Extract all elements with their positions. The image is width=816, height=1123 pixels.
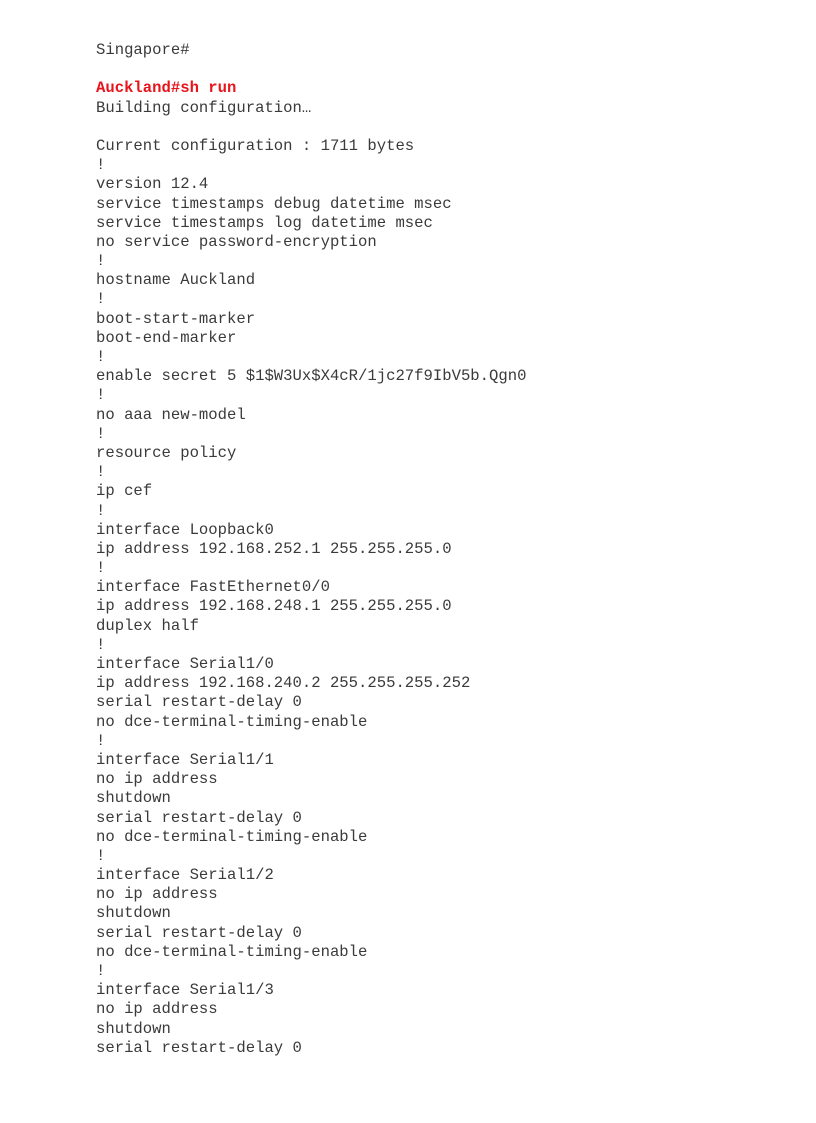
config-line: !: [96, 962, 106, 980]
config-line: no aaa new-model: [96, 405, 246, 424]
config-line: !: [96, 348, 106, 366]
previous-router-prompt: Singapore#: [96, 41, 190, 59]
config-line: !: [96, 501, 106, 520]
config-line: hostname Auckland: [96, 271, 256, 290]
config-line: !: [96, 559, 106, 578]
config-line: no dce-terminal-timing-enable: [96, 942, 368, 961]
config-line: serial restart-delay 0: [96, 1038, 302, 1057]
config-line: ip cef: [96, 482, 153, 501]
config-line: interface FastEthernet0/0: [96, 578, 330, 597]
config-line: !: [96, 424, 106, 443]
config-line: interface Serial1/1: [96, 750, 274, 769]
config-line: no service password-encryption: [96, 232, 377, 251]
config-line: ip address 192.168.240.2 255.255.255.252: [96, 674, 471, 693]
config-line: no ip address: [96, 770, 218, 789]
config-document: [96, 41, 796, 1058]
config-line: serial restart-delay 0: [96, 808, 302, 827]
config-line: !: [96, 463, 106, 482]
config-line: enable secret 5 $1$W3Ux$X4cR/1jc27f9IbV5b.Qgn0: [96, 367, 527, 386]
config-line: no dce-terminal-timing-enable: [96, 827, 368, 846]
config-line: !: [96, 156, 106, 175]
config-line: !: [96, 386, 106, 405]
config-line: interface Serial1/3: [96, 981, 274, 1000]
config-line: no ip address: [96, 1000, 218, 1019]
config-line: Current configuration : 1711 bytes: [96, 136, 415, 155]
config-line: shutdown: [96, 789, 171, 808]
config-line: !: [96, 252, 106, 271]
config-line: boot-start-marker: [96, 309, 256, 328]
config-line: [96, 118, 796, 137]
config-line: service timestamps log datetime msec: [96, 213, 433, 232]
config-line: boot-end-marker: [96, 328, 237, 347]
config-line: resource policy: [96, 443, 237, 462]
config-line: !: [96, 635, 106, 654]
config-line: no dce-terminal-timing-enable: [96, 712, 368, 731]
config-line: version 12.4: [96, 175, 209, 194]
config-line: shutdown: [96, 1019, 171, 1038]
config-line: interface Serial1/0: [96, 655, 274, 673]
config-line: ip address 192.168.248.1 255.255.255.0: [96, 597, 452, 616]
config-line: !: [96, 731, 106, 750]
config-line: service timestamps debug datetime msec: [96, 194, 452, 213]
blank-line: [96, 60, 796, 79]
config-line: ip address 192.168.252.1 255.255.255.0: [96, 539, 452, 558]
config-line: serial restart-delay 0: [96, 693, 302, 712]
show-run-command: Auckland#sh run: [96, 79, 237, 98]
running-config-output: [96, 99, 796, 1058]
config-line: interface Loopback0: [96, 520, 274, 539]
config-line: serial restart-delay 0: [96, 923, 302, 942]
config-line: !: [96, 290, 106, 309]
config-line: !: [96, 846, 106, 865]
config-line: no ip address: [96, 885, 218, 904]
config-line: duplex half: [96, 616, 199, 635]
config-line: interface Serial1/2: [96, 866, 274, 885]
config-line: Building configuration…: [96, 98, 312, 117]
config-line: shutdown: [96, 904, 171, 923]
